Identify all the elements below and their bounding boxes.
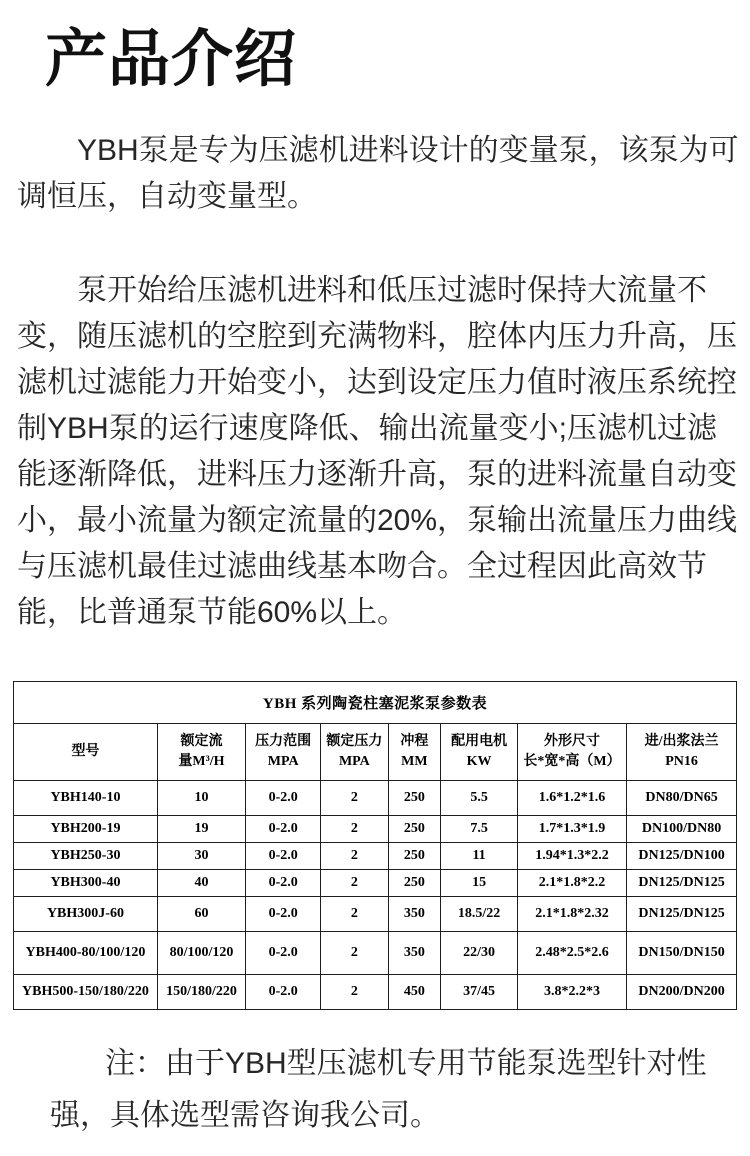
cell-rated-pressure: 2	[321, 816, 388, 843]
page-title: 产品介绍	[45, 25, 298, 94]
table-title-row	[14, 682, 737, 724]
cell-motor: 5.5	[441, 781, 518, 816]
table-row	[14, 843, 737, 870]
cell-motor: 7.5	[441, 816, 518, 843]
cell-pressure-range: 0-2.0	[246, 975, 321, 1010]
cell-stroke: 350	[388, 897, 441, 932]
cell-dimensions: 1.7*1.3*1.9	[517, 816, 626, 843]
cell-rated-pressure: 2	[321, 932, 388, 975]
column-header-flange: 进/出浆法兰 PN16	[627, 724, 737, 781]
cell-flange: DN125/DN125	[627, 897, 737, 932]
cell-model: YBH140-10	[14, 781, 158, 816]
cell-motor: 15	[441, 870, 518, 897]
table-row	[14, 870, 737, 897]
cell-stroke: 450	[388, 975, 441, 1010]
cell-model: YBH500-150/180/220	[14, 975, 158, 1010]
cell-dimensions: 1.6*1.2*1.6	[517, 781, 626, 816]
table-row	[14, 897, 737, 932]
table-title: YBH 系列陶瓷柱塞泥浆泵参数表	[14, 682, 737, 724]
cell-motor: 11	[441, 843, 518, 870]
cell-flange: DN150/DN150	[627, 932, 737, 975]
table-row	[14, 816, 737, 843]
cell-dimensions: 2.48*2.5*2.6	[517, 932, 626, 975]
column-header-dimensions: 外形尺寸 长*宽*高（M）	[517, 724, 626, 781]
spec-table	[13, 681, 737, 1010]
cell-flow: 10	[157, 781, 245, 816]
column-header-pressure-range: 压力范围 MPA	[246, 724, 321, 781]
cell-dimensions: 1.94*1.3*2.2	[517, 843, 626, 870]
cell-pressure-range: 0-2.0	[246, 870, 321, 897]
cell-stroke: 250	[388, 870, 441, 897]
cell-flow: 60	[157, 897, 245, 932]
cell-stroke: 350	[388, 932, 441, 975]
cell-pressure-range: 0-2.0	[246, 781, 321, 816]
cell-motor: 22/30	[441, 932, 518, 975]
cell-flange: DN200/DN200	[627, 975, 737, 1010]
body-line: 滤机过滤能力开始变小，达到设定压力值时液压系统控	[17, 366, 737, 399]
column-header-model: 型号	[14, 724, 158, 781]
cell-flow: 80/100/120	[157, 932, 245, 975]
intro-line: 调恒压，自动变量型。	[17, 180, 317, 213]
cell-model: YBH200-19	[14, 816, 158, 843]
intro-line: YBH泵是专为压滤机进料设计的变量泵，该泵为可	[77, 134, 739, 167]
cell-flange: DN100/DN80	[627, 816, 737, 843]
cell-model: YBH300J-60	[14, 897, 158, 932]
cell-stroke: 250	[388, 843, 441, 870]
cell-flow: 40	[157, 870, 245, 897]
cell-rated-pressure: 2	[321, 975, 388, 1010]
table-row	[14, 975, 737, 1010]
cell-dimensions: 3.8*2.2*3	[517, 975, 626, 1010]
cell-flange: DN125/DN125	[627, 870, 737, 897]
body-line: 小，最小流量为额定流量的20%，泵输出流量压力曲线	[17, 504, 738, 537]
column-header-motor: 配用电机 KW	[441, 724, 518, 781]
intro-paragraph	[17, 128, 739, 220]
cell-pressure-range: 0-2.0	[246, 816, 321, 843]
body-line: 与压滤机最佳过滤曲线基本吻合。全过程因此高效节	[17, 550, 707, 583]
cell-flange: DN125/DN100	[627, 843, 737, 870]
cell-dimensions: 2.1*1.8*2.32	[517, 897, 626, 932]
column-header-stroke: 冲程 MM	[388, 724, 441, 781]
column-header-rated-pressure: 额定压力 MPA	[321, 724, 388, 781]
cell-flow: 30	[157, 843, 245, 870]
cell-flange: DN80/DN65	[627, 781, 737, 816]
note-paragraph	[50, 1038, 733, 1142]
note-line: 强，具体选型需咨询我公司。	[50, 1099, 440, 1132]
cell-flow: 150/180/220	[157, 975, 245, 1010]
body-line: 能，比普通泵节能60%以上。	[17, 596, 408, 629]
cell-rated-pressure: 2	[321, 781, 388, 816]
cell-pressure-range: 0-2.0	[246, 897, 321, 932]
cell-motor: 18.5/22	[441, 897, 518, 932]
cell-flow: 19	[157, 816, 245, 843]
note-line: 注：由于YBH型压滤机专用节能泵选型针对性	[105, 1047, 707, 1080]
cell-model: YBH300-40	[14, 870, 158, 897]
cell-rated-pressure: 2	[321, 843, 388, 870]
body-line: 变，随压滤机的空腔到充满物料，腔体内压力升高，压	[17, 320, 737, 353]
cell-model: YBH250-30	[14, 843, 158, 870]
cell-pressure-range: 0-2.0	[246, 843, 321, 870]
column-header-rated-flow: 额定流 量M³/H	[157, 724, 245, 781]
cell-rated-pressure: 2	[321, 870, 388, 897]
table-row	[14, 781, 737, 816]
body-line: 能逐渐降低，进料压力逐渐升高，泵的进料流量自动变	[17, 458, 737, 491]
body-line: 泵开始给压滤机进料和低压过滤时保持大流量不	[77, 274, 707, 307]
table-header-row	[14, 724, 737, 781]
cell-pressure-range: 0-2.0	[246, 932, 321, 975]
cell-model: YBH400-80/100/120	[14, 932, 158, 975]
cell-motor: 37/45	[441, 975, 518, 1010]
cell-stroke: 250	[388, 781, 441, 816]
cell-rated-pressure: 2	[321, 897, 388, 932]
cell-dimensions: 2.1*1.8*2.2	[517, 870, 626, 897]
cell-stroke: 250	[388, 816, 441, 843]
body-line: 制YBH泵的运行速度降低、输出流量变小;压滤机过滤	[17, 412, 718, 445]
body-paragraph	[17, 268, 738, 636]
table-row	[14, 932, 737, 975]
